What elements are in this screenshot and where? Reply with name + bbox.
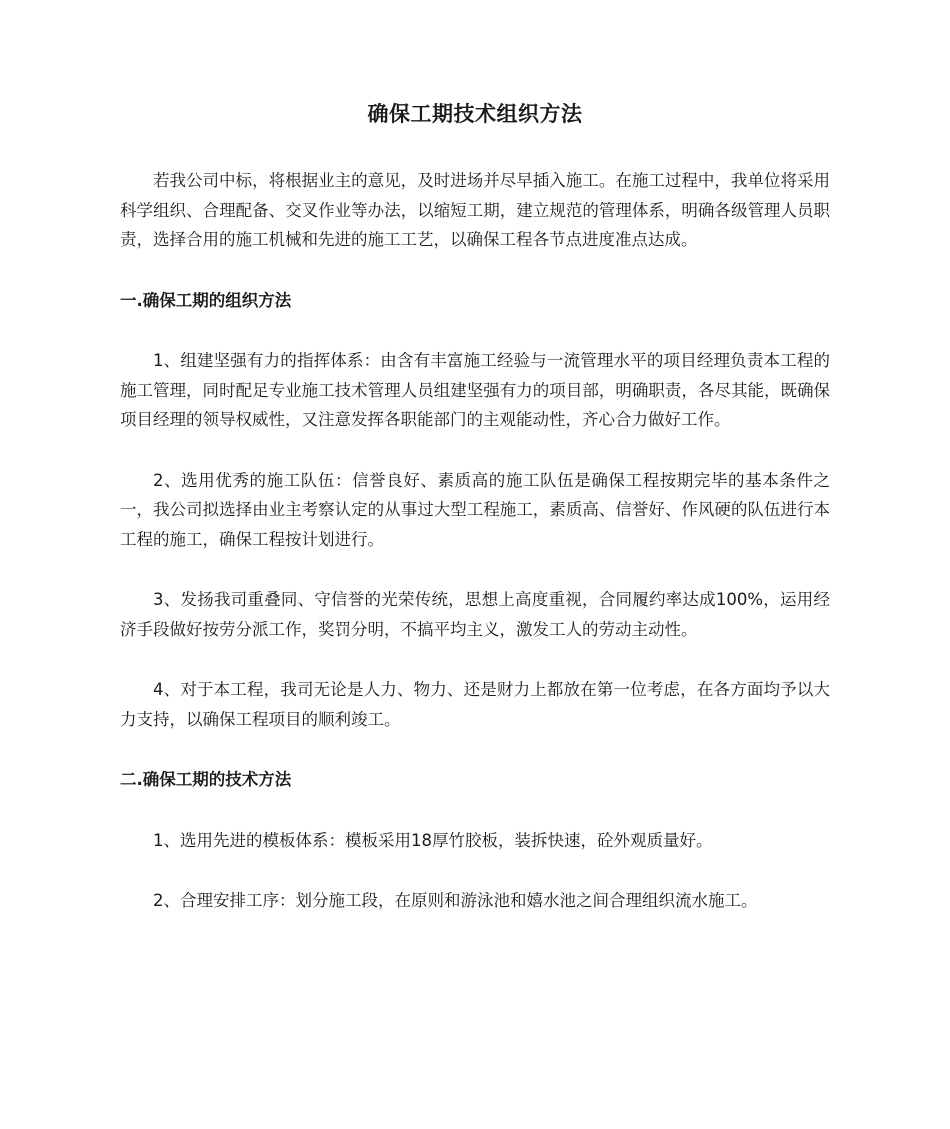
organization-item-1: 1、组建坚强有力的指挥体系：由含有丰富施工经验与一流管理水平的项目经理负责本工程的施工管理，同时配足专业施工技术管理人员组建坚强有力的项目部，明确职责，各尽其能，既确保项目经理的领导权威性，又注意发挥各职能部门的主观能动性，齐心合力做好工作。 — [120, 351, 830, 429]
section-heading-technical: 二.确保工期的技术方法 — [120, 770, 292, 789]
technical-item-2: 2、合理安排工序：划分施工段，在原则和游泳池和嬉水池之间合理组织流水施工。 — [153, 891, 758, 910]
organization-item-2: 2、选用优秀的施工队伍：信誉良好、素质高的施工队伍是确保工程按期完毕的基本条件之一，我公司拟选择由业主考察认定的从事过大型工程施工，素质高、信誉好、作风硬的队伍进行本工程的施工，确保工程按计划进行。 — [120, 470, 830, 549]
technical-item-1: 1、选用先进的模板体系：模板采用18厚竹胶板，装拆快速，砼外观质量好。 — [153, 830, 713, 850]
intro-paragraph: 若我公司中标，将根据业主的意见，及时进场并尽早插入施工。在施工过程中，我单位将采用科学组织、合理配备、交叉作业等办法，以缩短工期，建立规范的管理体系，明确各级管理人员职责，选择合用的施工机械和先进的施工工艺，以确保工程各节点进度准点达成。 — [120, 171, 830, 249]
organization-item-4: 4、对于本工程，我司无论是人力、物力、还是财力上都放在第一位考虑，在各方面均予以大力支持，以确保工程项目的顺利竣工。 — [120, 680, 830, 729]
section-heading-organization: 一.确保工期的组织方法 — [120, 290, 292, 310]
organization-item-3: 3、发扬我司重叠同、守信誉的光荣传统，思想上高度重视，合同履约率达成100%，运用经济手段做好按劳分派工作，奖罚分明，不搞平均主义，激发工人的劳动主动性。 — [120, 590, 830, 639]
document-title: 确保工期技术组织方法 — [367, 102, 583, 126]
